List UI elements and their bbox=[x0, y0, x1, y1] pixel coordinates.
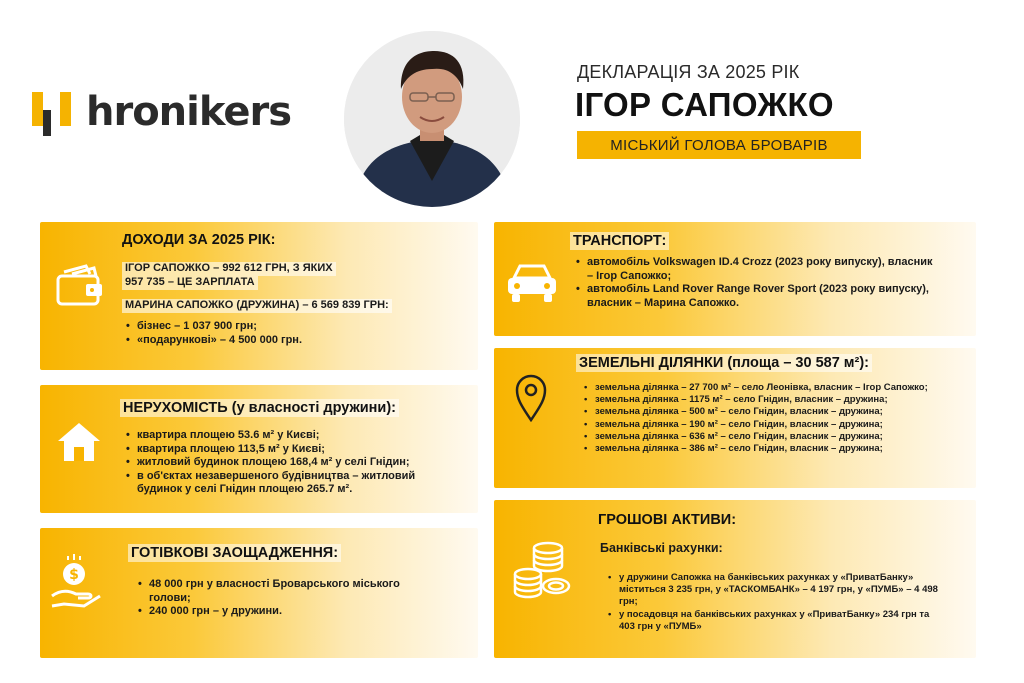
svg-text:$: $ bbox=[69, 567, 79, 583]
list-item: • у дружини Сапожка на банківських рахунках у «ПриватБанку» міститься 3 235 грн, у «ТАСКОМБАНК» – 4 197 грн, у «ПУМБ» – 4 498 грн; bbox=[606, 572, 946, 609]
income-card bbox=[40, 222, 478, 370]
income-wife-line: МАРИНА САПОЖКО (ДРУЖИНА) – 6 569 839 ГРН: bbox=[122, 299, 392, 313]
person-name: ІГОР САПОЖКО bbox=[575, 86, 834, 123]
position-badge: МІСЬКИЙ ГОЛОВА БРОВАРІВ bbox=[577, 131, 861, 159]
list-item: • 48 000 грн у власності Броварського міського голови; bbox=[136, 578, 436, 605]
money-hand-icon bbox=[50, 554, 104, 610]
list-item: • квартира площею 113,5 м² у Києві; bbox=[124, 443, 459, 457]
declaration-subtitle: ДЕКЛАРАЦІЯ ЗА 2025 РІК bbox=[577, 62, 800, 82]
house-icon bbox=[54, 419, 104, 465]
cash-title: ГОТІВКОВІ ЗАОЩАДЖЕННЯ: bbox=[128, 544, 341, 562]
car-icon bbox=[504, 260, 560, 304]
avatar bbox=[344, 31, 520, 207]
list-item: • у посадовця на банківських рахунках у «ПриватБанку» 234 грн та 403 грн у «ПУМБ» bbox=[606, 609, 946, 633]
hronikers-logo[interactable] bbox=[30, 88, 291, 136]
income-title: ДОХОДИ ЗА 2025 РІК: bbox=[122, 232, 276, 248]
land-list bbox=[582, 382, 962, 455]
transport-list bbox=[574, 256, 934, 310]
brand-name: hronikers bbox=[86, 89, 292, 135]
transport-card bbox=[494, 222, 976, 336]
list-item: • автомобіль Volkswagen ID.4 Crozz (2023 року випуску), власник – Ігор Сапожко; bbox=[574, 256, 934, 283]
property-list bbox=[124, 429, 459, 497]
list-item: • «подарункові» – 4 500 000 грн. bbox=[124, 334, 454, 348]
coins-icon bbox=[512, 540, 574, 604]
wallet-icon bbox=[54, 262, 106, 310]
list-item: • автомобіль Land Rover Range Rover Sport (2023 року випуску), власник – Марина Сапожко. bbox=[574, 283, 934, 310]
list-item: • житловий будинок площею 168,4 м² у селі Гнідин; bbox=[124, 456, 459, 470]
list-item: • 240 000 грн – у дружини. bbox=[136, 605, 436, 619]
list-item: • земельна ділянка – 500 м² – село Гнідин, власник – дружина; bbox=[582, 406, 962, 418]
list-item: • земельна ділянка – 190 м² – село Гнідин, власник – дружина; bbox=[582, 419, 962, 431]
money-list bbox=[606, 572, 946, 633]
list-item: • земельна ділянка – 386 м² – село Гнідин, власник – дружина; bbox=[582, 443, 962, 455]
land-card bbox=[494, 348, 976, 488]
income-husband-line1: ІГОР САПОЖКО – 992 612 ГРН, З ЯКИХ bbox=[122, 262, 336, 276]
list-item: • квартира площею 53.6 м² у Києві; bbox=[124, 429, 459, 443]
property-card bbox=[40, 385, 478, 513]
money-title: ГРОШОВІ АКТИВИ: bbox=[598, 512, 737, 528]
location-pin-icon bbox=[514, 374, 548, 422]
logo-mark-icon bbox=[30, 88, 76, 136]
list-item: • в об'єктах незавершеного будівництва – житловий будинок у селі Гнідин площею 265.7 м². bbox=[124, 470, 459, 497]
transport-title: ТРАНСПОРТ: bbox=[570, 232, 669, 250]
income-husband-line2: 957 735 – ЦЕ ЗАРПЛАТА bbox=[122, 276, 258, 290]
money-card bbox=[494, 500, 976, 658]
list-item: • земельна ділянка – 1175 м² – село Гнідин, власник – дружина; bbox=[582, 394, 962, 406]
property-title: НЕРУХОМІСТЬ (у власності дружини): bbox=[120, 399, 399, 417]
list-item: • земельна ділянка – 27 700 м² – село Леонівка, власник – Ігор Сапожко; bbox=[582, 382, 962, 394]
cash-list bbox=[136, 578, 436, 619]
income-list bbox=[124, 320, 454, 347]
list-item: • земельна ділянка – 636 м² – село Гнідин, власник – дружина; bbox=[582, 431, 962, 443]
money-subtitle: Банківські рахунки: bbox=[600, 541, 723, 555]
person-portrait bbox=[344, 31, 520, 207]
cash-card bbox=[40, 528, 478, 658]
list-item: • бізнес – 1 037 900 грн; bbox=[124, 320, 454, 334]
land-title: ЗЕМЕЛЬНІ ДІЛЯНКИ (площа – 30 587 м²): bbox=[576, 354, 872, 372]
